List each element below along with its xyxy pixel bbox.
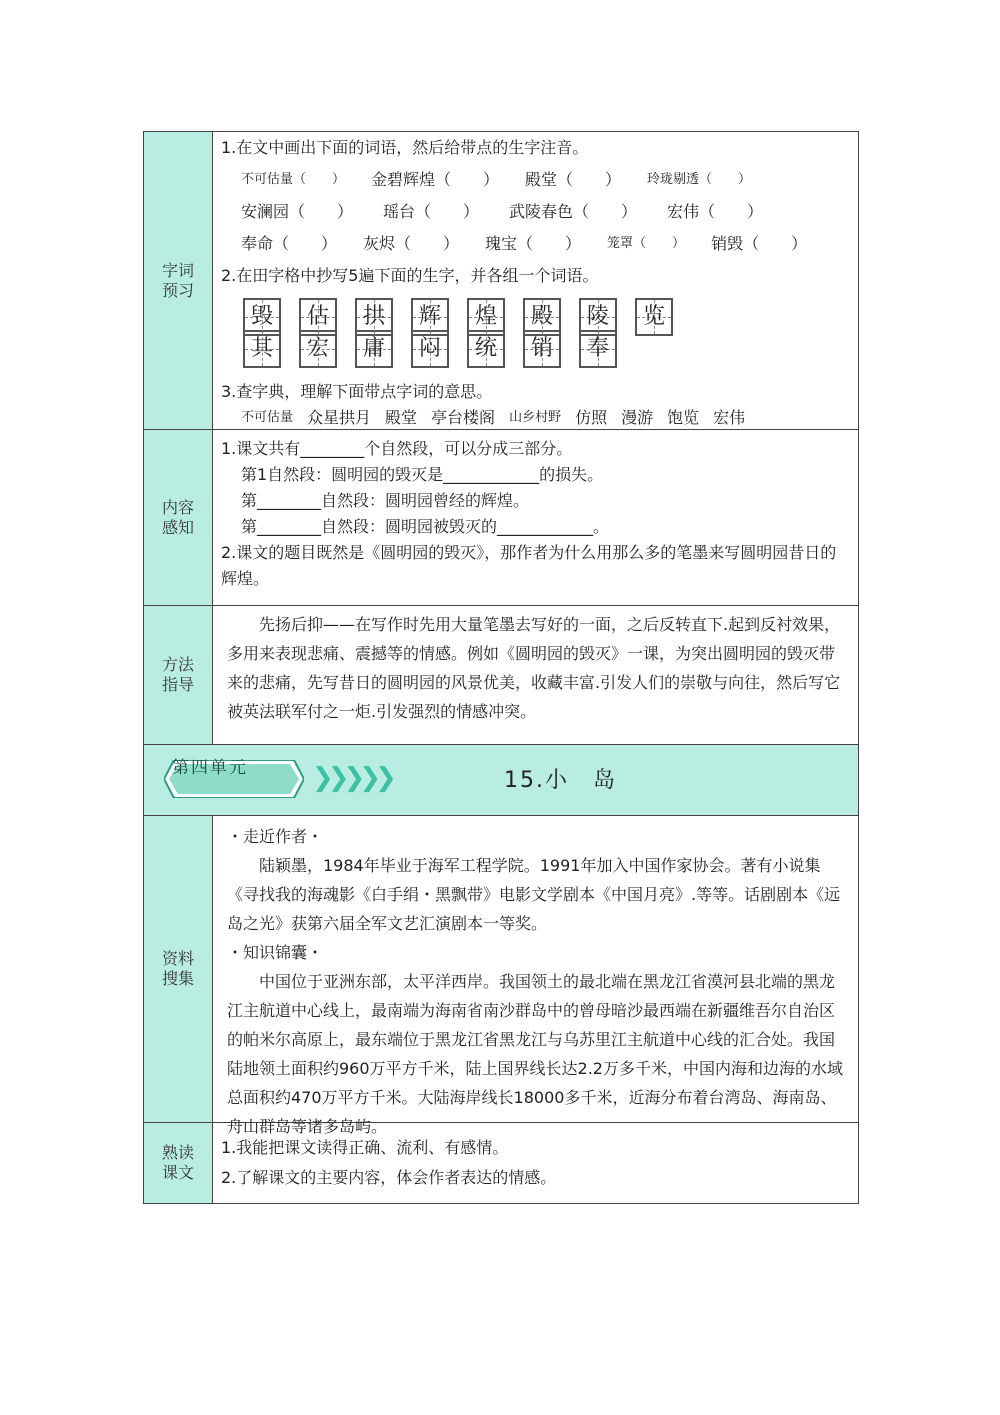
- word-item: 漫游: [621, 408, 654, 427]
- word-item: 销毁（ ）: [711, 234, 808, 253]
- words-row-3: [221, 228, 850, 260]
- unit-badge: 第四单元: [172, 758, 248, 778]
- tianzige-cell[interactable]: 殿: [523, 298, 561, 336]
- content-row: [143, 430, 859, 606]
- word-item: 饱览: [667, 408, 700, 427]
- tianzige-cell[interactable]: 庸: [355, 330, 393, 368]
- tianzige-cell[interactable]: 煌: [467, 298, 505, 336]
- tianzige-cell[interactable]: 奉: [579, 330, 617, 368]
- content-label: 内容感知: [144, 430, 213, 605]
- tianzige-cell[interactable]: 销: [523, 330, 561, 368]
- material-heading-knowledge: ・知识锦囊・: [227, 943, 324, 962]
- material-label: 资料搜集: [144, 816, 213, 1122]
- preview-q3: 3.查字典，理解下面带点字词的意思。: [221, 382, 493, 401]
- material-row: [143, 816, 859, 1136]
- word-item: 殿堂（ ）: [525, 170, 622, 189]
- word-item: 安澜园（ ）: [241, 202, 354, 221]
- material-paragraph-author: 陆颖墨，1984年毕业于海军工程学院。1991年加入中国作家协会。著有小说集《寻找我的海魂影《白手绢・黑飘带》电影文学剧本《中国月亮》.等等。话剧剧本《远岛之光》获第六届全军文艺汇演剧本一等奖。: [227, 856, 841, 933]
- material-heading-author: ・走近作者・: [227, 827, 324, 846]
- method-label: 方法指导: [144, 606, 213, 744]
- tianzige-cell[interactable]: 其: [243, 330, 281, 368]
- content-line: 第1自然段：圆明园的毁灭是____________的损失。: [241, 465, 604, 484]
- word-item: 殿堂: [385, 408, 418, 427]
- word-item: 宏伟: [713, 408, 746, 427]
- word-item: 灰烬（ ）: [363, 234, 460, 253]
- content-line: 第________自然段：圆明园被毁灭的____________。: [241, 517, 610, 536]
- word-item: 宏伟（ ）: [667, 202, 764, 221]
- word-item: 武陵春色（ ）: [509, 202, 638, 221]
- tianzige-cell[interactable]: 览: [635, 298, 673, 336]
- worksheet-table: [143, 131, 859, 1204]
- word-item: 玲珑剔透（ ）: [647, 172, 752, 187]
- reading-line: 2.了解课文的主要内容，体会作者表达的情感。: [221, 1168, 557, 1187]
- preview-row: [143, 131, 859, 430]
- word-item: 众星拱月: [307, 408, 372, 427]
- preview-label: 字词预习: [144, 132, 213, 429]
- word-item: 不可估量: [241, 410, 294, 425]
- word-item: 奉命（ ）: [241, 234, 338, 253]
- word-item: 瑶台（ ）: [383, 202, 480, 221]
- word-item: 亭台楼阁: [431, 408, 496, 427]
- tianzige-cell[interactable]: 宏: [299, 330, 337, 368]
- tianzige-cell[interactable]: 统: [467, 330, 505, 368]
- words-row-2: [221, 196, 850, 228]
- tianzige-cell[interactable]: 陵: [579, 298, 617, 336]
- tianzige-cell[interactable]: 拱: [355, 298, 393, 336]
- reading-row: [143, 1123, 859, 1204]
- material-paragraph-knowledge: 中国位于亚洲东部，太平洋西岸。我国领土的最北端在黑龙江省漠河县北端的黑龙江主航道中心线上，最南端为海南省南沙群岛中的曾母暗沙最西端在新疆维吾尔自治区的帕米尔高原上，最东端位于黑龙江省黑龙江与乌苏里江主航道中心线的汇合处。我国陆地领土面积约960万平方千米，陆上国界线长达2.2万多千米，中国内海和边海的水域总面积约470万平方千米。大陆海岸线长18000多千米，近海分布着台湾岛、海南岛、舟山群岛等诸多岛屿。: [227, 972, 843, 1136]
- lesson-title: 15.小 岛: [504, 768, 617, 793]
- content-line: 第________自然段：圆明园曾经的辉煌。: [241, 491, 530, 510]
- tianzige-row-2: [221, 330, 850, 366]
- method-row: [143, 606, 859, 745]
- chevron-arrows-icon: ❯❯❯❯❯: [312, 763, 391, 793]
- preview-q2: 2.在田字格中抄写5遍下面的生字，并各组一个词语。: [221, 266, 599, 285]
- preview-content: [213, 132, 858, 429]
- reading-body: [213, 1123, 858, 1203]
- word-item: 金碧辉煌（ ）: [371, 170, 500, 189]
- tianzige-cell[interactable]: 毁: [243, 298, 281, 336]
- tianzige-row-1: [221, 298, 850, 334]
- tianzige-cell[interactable]: 估: [299, 298, 337, 336]
- word-item: 瑰宝（ ）: [485, 234, 582, 253]
- word-item: 不可估量（ ）: [241, 172, 346, 187]
- word-item: 笼罩（ ）: [607, 236, 686, 251]
- word-item: 仿照: [575, 408, 608, 427]
- method-text: 先扬后抑——在写作时先用大量笔墨去写好的一面，之后反转直下.起到反衬效果，多用来表现悲痛、震撼等的情感。例如《圆明园的毁灭》一课，为突出圆明园的毁灭带来的悲痛，先写昔日的圆明园的风景优美，收藏丰富.引发人们的崇敬与向往，然后写它被英法联军付之一炬.引发强烈的情感冲突。: [227, 615, 841, 721]
- preview-q1: 1.在文中画出下面的词语，然后给带点的生字注音。: [221, 138, 589, 157]
- reading-line: 1.我能把课文读得正确、流利、有感情。: [221, 1138, 509, 1157]
- words-row-1: [221, 164, 850, 196]
- word-item: 山乡村野: [509, 410, 562, 425]
- content-line: 1.课文共有________个自然段，可以分成三部分。: [221, 439, 573, 458]
- reading-label: 熟读课文: [144, 1123, 213, 1203]
- content-body: [213, 430, 858, 605]
- words-row-4: [221, 402, 850, 434]
- content-line: 2.课文的题目既然是《圆明园的毁灭》，那作者为什么用那么多的笔墨来写圆明园昔日的辉煌。: [221, 543, 837, 588]
- material-body: [213, 816, 858, 1136]
- tianzige-cell[interactable]: 辉: [411, 298, 449, 336]
- tianzige-cell[interactable]: 闷: [411, 330, 449, 368]
- unit-header: [143, 745, 859, 816]
